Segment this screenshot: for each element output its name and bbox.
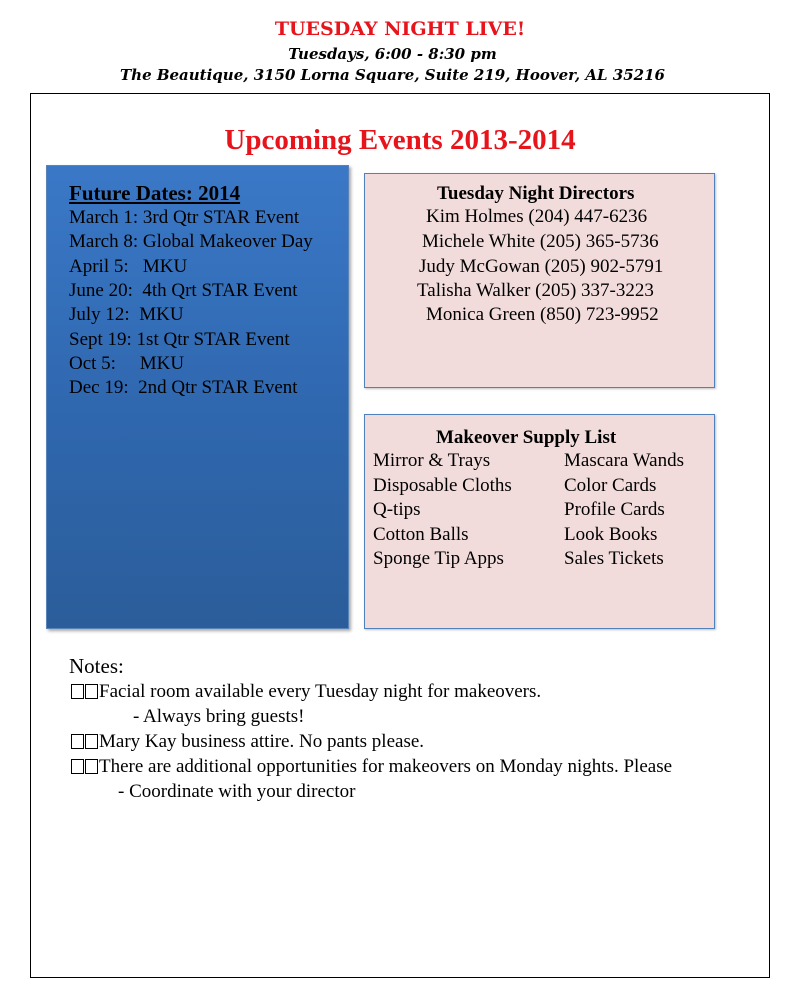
future-date-item: July 12: MKU bbox=[69, 304, 184, 325]
header-title: TUESDAY NIGHT LIVE! bbox=[274, 18, 526, 40]
future-date-item: Sept 19: 1st Qtr STAR Event bbox=[69, 329, 290, 350]
supply-item: Sales Tickets bbox=[564, 548, 664, 569]
note-subitem: - Always bring guests! bbox=[133, 706, 305, 727]
director-item: Judy McGowan (205) 902-5791 bbox=[419, 256, 664, 277]
director-item: Talisha Walker (205) 337-3223 bbox=[417, 280, 654, 301]
header-address: The Beautique, 3150 Lorna Square, Suite 219, Hoover, AL 35216 bbox=[120, 66, 665, 84]
director-item: Michele White (205) 365-5736 bbox=[422, 231, 659, 252]
checkbox-icon[interactable] bbox=[85, 759, 98, 774]
future-date-item: Dec 19: 2nd Qtr STAR Event bbox=[69, 377, 298, 398]
checkbox-icon[interactable] bbox=[71, 759, 84, 774]
supply-item: Cotton Balls bbox=[373, 524, 469, 545]
future-date-item: Oct 5: MKU bbox=[69, 353, 185, 374]
future-dates-title: Future Dates: 2014 bbox=[69, 181, 241, 205]
supply-item: Look Books bbox=[564, 524, 658, 545]
future-date-item: April 5: MKU bbox=[69, 256, 188, 277]
supply-item: Sponge Tip Apps bbox=[373, 548, 504, 569]
note-subitem: - Coordinate with your director bbox=[118, 781, 356, 802]
supply-list-title: Makeover Supply List bbox=[436, 427, 617, 448]
checkbox-icon[interactable] bbox=[85, 684, 98, 699]
main-title: Upcoming Events 2013-2014 bbox=[224, 124, 576, 156]
future-date-item: March 1: 3rd Qtr STAR Event bbox=[69, 207, 300, 228]
directors-title: Tuesday Night Directors bbox=[437, 183, 635, 204]
checkbox-icon[interactable] bbox=[71, 734, 84, 749]
supply-item: Disposable Cloths bbox=[373, 475, 512, 496]
note-text: Mary Kay business attire. No pants please. bbox=[99, 731, 425, 752]
note-text: Facial room available every Tuesday night for makeovers. bbox=[99, 681, 542, 702]
supply-item: Mascara Wands bbox=[564, 450, 684, 471]
note-text: There are additional opportunities for makeovers on Monday nights. Please bbox=[99, 756, 673, 777]
header-time: Tuesdays, 6:00 - 8:30 pm bbox=[288, 45, 497, 63]
future-date-item: March 8: Global Makeover Day bbox=[69, 231, 313, 252]
supply-item: Mirror & Trays bbox=[373, 450, 491, 471]
director-item: Kim Holmes (204) 447-6236 bbox=[426, 206, 648, 227]
director-item: Monica Green (850) 723-9952 bbox=[426, 304, 659, 325]
checkbox-icon[interactable] bbox=[85, 734, 98, 749]
note-item bbox=[71, 681, 541, 703]
supply-item: Q-tips bbox=[373, 499, 421, 520]
supply-item: Profile Cards bbox=[564, 499, 665, 520]
checkbox-icon[interactable] bbox=[71, 684, 84, 699]
note-item bbox=[71, 731, 424, 753]
supply-item: Color Cards bbox=[564, 475, 657, 496]
notes-title: Notes: bbox=[69, 654, 124, 678]
note-item bbox=[71, 756, 672, 778]
future-date-item: June 20: 4th Qrt STAR Event bbox=[69, 280, 298, 301]
